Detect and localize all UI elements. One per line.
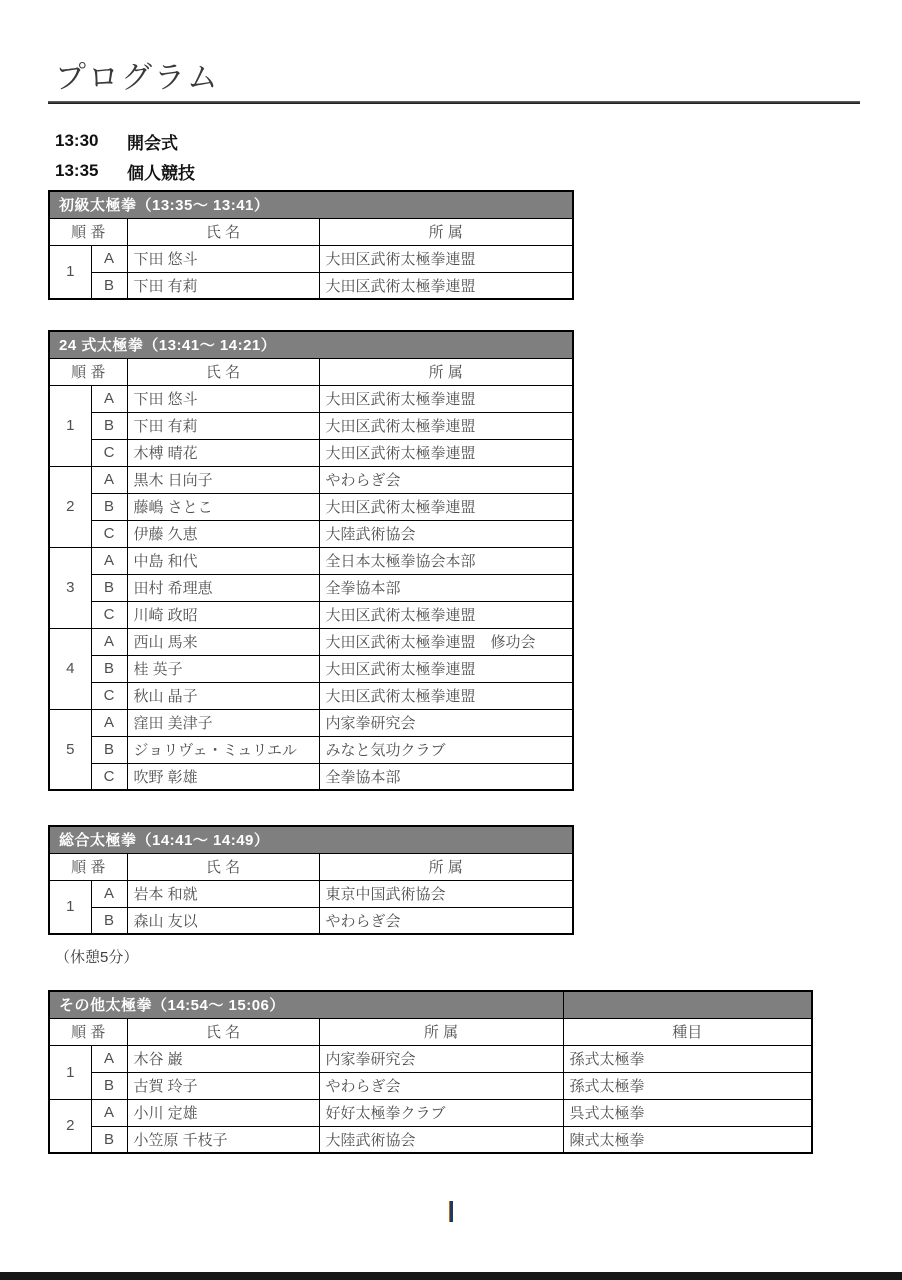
name-cell: 岩本 和就	[127, 880, 319, 907]
affiliation-cell: 大田区武術太極拳連盟	[319, 439, 573, 466]
affiliation-cell: 大田区武術太極拳連盟	[319, 601, 573, 628]
slot-cell: B	[91, 574, 127, 601]
category-cell: 呉式太極拳	[563, 1099, 812, 1126]
col-header-affiliation: 所 属	[319, 853, 573, 880]
program-table	[48, 330, 574, 791]
table-title: 24 式太極拳（13:41〜 14:21）	[49, 331, 573, 358]
col-header-category: 種目	[563, 1018, 812, 1045]
name-cell: 下田 悠斗	[127, 245, 319, 272]
entry-row	[49, 1045, 812, 1072]
slot-cell: B	[91, 1072, 127, 1099]
name-cell: 古賀 玲子	[127, 1072, 319, 1099]
affiliation-cell: 好好太極拳クラブ	[319, 1099, 563, 1126]
col-header-name: 氏 名	[127, 358, 319, 385]
affiliation-cell: やわらぎ会	[319, 907, 573, 934]
category-cell: 孫式太極拳	[563, 1045, 812, 1072]
affiliation-cell: 大陸武術協会	[319, 520, 573, 547]
break-note: （休憩5分）	[55, 949, 139, 966]
affiliation-cell: 大田区武術太極拳連盟	[319, 412, 573, 439]
slot-cell: A	[91, 547, 127, 574]
group-number-cell: 4	[49, 628, 91, 709]
affiliation-cell: やわらぎ会	[319, 1072, 563, 1099]
page-title: プログラム	[55, 60, 220, 95]
entry-row	[49, 466, 573, 493]
slot-cell: A	[91, 628, 127, 655]
affiliation-cell: 大田区武術太極拳連盟	[319, 272, 573, 299]
col-header-rank: 順 番	[49, 853, 127, 880]
slot-cell: C	[91, 682, 127, 709]
entry-row	[49, 520, 573, 547]
slot-cell: C	[91, 763, 127, 790]
affiliation-cell: 大田区武術太極拳連盟	[319, 385, 573, 412]
col-header-affiliation: 所 属	[319, 358, 573, 385]
entry-row	[49, 385, 573, 412]
name-cell: 中島 和代	[127, 547, 319, 574]
col-header-name: 氏 名	[127, 853, 319, 880]
col-header-name: 氏 名	[127, 1018, 319, 1045]
name-cell: 木榑 晴花	[127, 439, 319, 466]
program-table-grid	[48, 825, 574, 935]
affiliation-cell: 大田区武術太極拳連盟	[319, 493, 573, 520]
group-number-cell: 1	[49, 880, 91, 934]
column-header-row	[49, 1018, 812, 1045]
name-cell: 黒木 日向子	[127, 466, 319, 493]
slot-cell: C	[91, 601, 127, 628]
slot-cell: A	[91, 1045, 127, 1072]
name-cell: 小笠原 千枝子	[127, 1126, 319, 1153]
affiliation-cell: 大田区武術太極拳連盟 修功会	[319, 628, 573, 655]
group-number-cell: 3	[49, 547, 91, 628]
name-cell: 藤嶋 さとこ	[127, 493, 319, 520]
program-table	[48, 990, 813, 1154]
entry-row	[49, 272, 573, 299]
col-header-rank: 順 番	[49, 358, 127, 385]
page-bottom-bar	[0, 1272, 902, 1280]
slot-cell: A	[91, 245, 127, 272]
slot-cell: C	[91, 439, 127, 466]
program-table	[48, 825, 574, 935]
name-cell: 吹野 彰雄	[127, 763, 319, 790]
slot-cell: A	[91, 1099, 127, 1126]
name-cell: 森山 友以	[127, 907, 319, 934]
name-cell: 伊藤 久恵	[127, 520, 319, 547]
program-table-grid	[48, 990, 813, 1154]
slot-cell: B	[91, 493, 127, 520]
table-title-spacer-cell	[563, 991, 812, 1018]
group-number-cell: 2	[49, 466, 91, 547]
name-cell: 下田 悠斗	[127, 385, 319, 412]
group-number-cell: 1	[49, 245, 91, 299]
group-number-cell: 1	[49, 1045, 91, 1099]
name-cell: 下田 有莉	[127, 412, 319, 439]
name-cell: 秋山 晶子	[127, 682, 319, 709]
entry-row	[49, 1072, 812, 1099]
column-header-row	[49, 218, 573, 245]
affiliation-cell: 内家拳研究会	[319, 709, 573, 736]
table-title: 初級太極拳（13:35〜 13:41）	[49, 191, 573, 218]
slot-cell: B	[91, 655, 127, 682]
category-cell: 陳式太極拳	[563, 1126, 812, 1153]
slot-cell: B	[91, 907, 127, 934]
affiliation-cell: 全日本太極拳協会本部	[319, 547, 573, 574]
slot-cell: B	[91, 412, 127, 439]
entry-row	[49, 709, 573, 736]
slot-cell: A	[91, 880, 127, 907]
schedule-time: 13:30	[55, 131, 99, 150]
entry-row	[49, 1099, 812, 1126]
affiliation-cell: みなと気功クラブ	[319, 736, 573, 763]
entry-row	[49, 880, 573, 907]
table-title: その他太極拳（14:54〜 15:06）	[49, 991, 563, 1018]
affiliation-cell: 大陸武術協会	[319, 1126, 563, 1153]
name-cell: 小川 定雄	[127, 1099, 319, 1126]
name-cell: ジョリヴェ・ミュリエル	[127, 736, 319, 763]
name-cell: 川崎 政昭	[127, 601, 319, 628]
entry-row	[49, 907, 573, 934]
affiliation-cell: やわらぎ会	[319, 466, 573, 493]
entry-row	[49, 682, 573, 709]
name-cell: 下田 有莉	[127, 272, 319, 299]
table-title: 総合太極拳（14:41〜 14:49）	[49, 826, 573, 853]
affiliation-cell: 全拳協本部	[319, 574, 573, 601]
category-cell: 孫式太極拳	[563, 1072, 812, 1099]
group-number-cell: 5	[49, 709, 91, 790]
slot-cell: B	[91, 736, 127, 763]
entry-row	[49, 655, 573, 682]
col-header-rank: 順 番	[49, 218, 127, 245]
entry-row	[49, 574, 573, 601]
program-table-grid	[48, 330, 574, 791]
col-header-affiliation: 所 属	[319, 1018, 563, 1045]
entry-row	[49, 763, 573, 790]
affiliation-cell: 東京中国武術協会	[319, 880, 573, 907]
name-cell: 木谷 巌	[127, 1045, 319, 1072]
entry-row	[49, 245, 573, 272]
entry-row	[49, 1126, 812, 1153]
name-cell: 西山 馬来	[127, 628, 319, 655]
affiliation-cell: 大田区武術太極拳連盟	[319, 682, 573, 709]
program-table	[48, 190, 574, 300]
affiliation-cell: 大田区武術太極拳連盟	[319, 655, 573, 682]
affiliation-cell: 内家拳研究会	[319, 1045, 563, 1072]
affiliation-cell: 全拳協本部	[319, 763, 573, 790]
entry-row	[49, 412, 573, 439]
col-header-rank: 順 番	[49, 1018, 127, 1045]
entry-row	[49, 736, 573, 763]
slot-cell: A	[91, 466, 127, 493]
entry-row	[49, 493, 573, 520]
program-table-grid	[48, 190, 574, 300]
group-number-cell: 2	[49, 1099, 91, 1153]
schedule-label: 個人競技	[127, 163, 195, 183]
col-header-name: 氏 名	[127, 218, 319, 245]
entry-row	[49, 439, 573, 466]
schedule-label: 開会式	[127, 133, 178, 153]
slot-cell: A	[91, 709, 127, 736]
column-header-row	[49, 358, 573, 385]
affiliation-cell: 大田区武術太極拳連盟	[319, 245, 573, 272]
slot-cell: B	[91, 1126, 127, 1153]
slot-cell: A	[91, 385, 127, 412]
entry-row	[49, 601, 573, 628]
entry-row	[49, 547, 573, 574]
schedule-time: 13:35	[55, 161, 99, 180]
entry-row	[49, 628, 573, 655]
col-header-affiliation: 所 属	[319, 218, 573, 245]
name-cell: 田村 希理恵	[127, 574, 319, 601]
slot-cell: C	[91, 520, 127, 547]
group-number-cell: 1	[49, 385, 91, 466]
text-caret-marker	[449, 1201, 453, 1222]
slot-cell: B	[91, 272, 127, 299]
name-cell: 桂 英子	[127, 655, 319, 682]
name-cell: 窪田 美津子	[127, 709, 319, 736]
column-header-row	[49, 853, 573, 880]
